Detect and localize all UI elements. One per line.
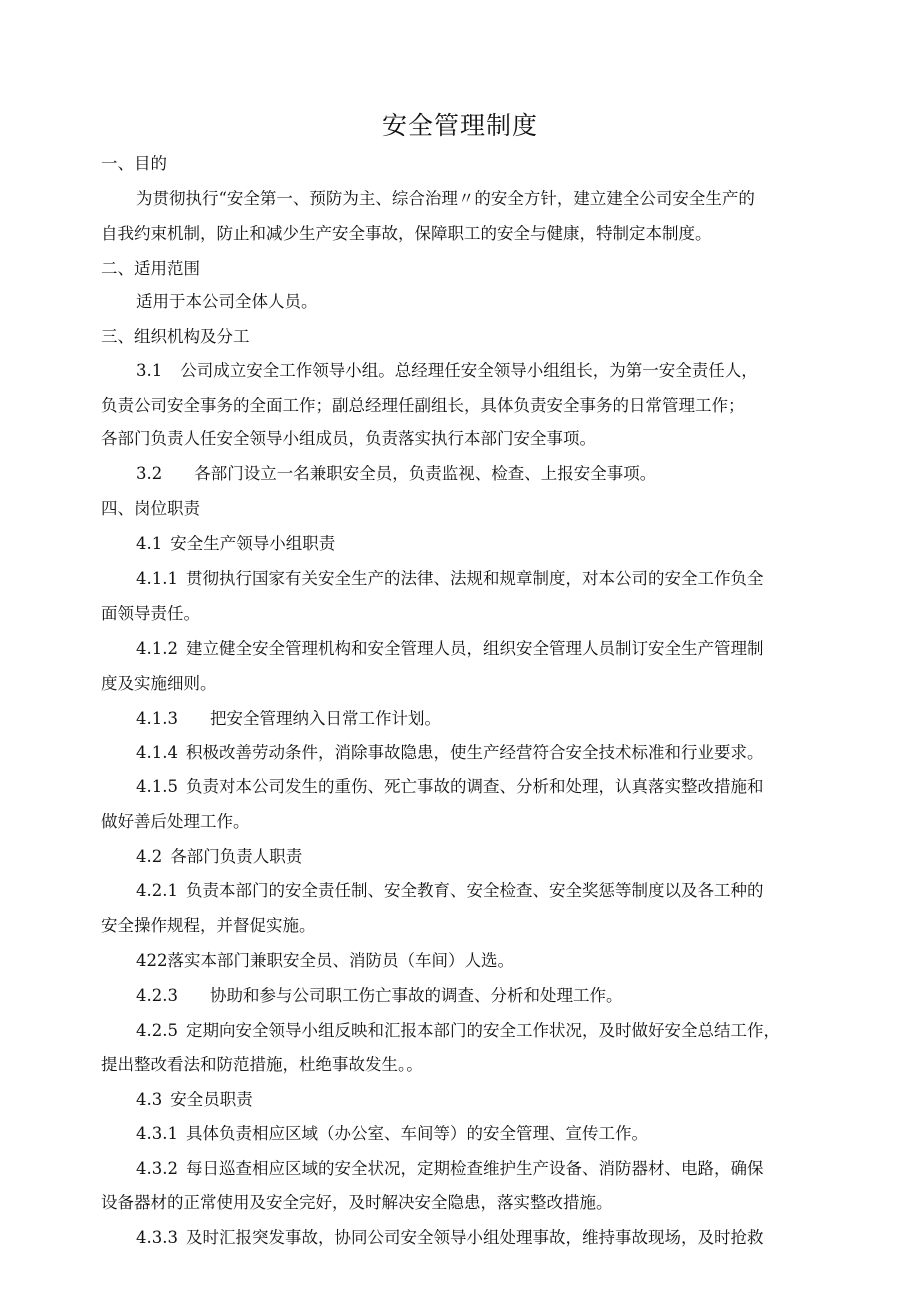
clause-number: 4.3.1 bbox=[136, 1124, 178, 1143]
clause-text: 各部门负责人职责 bbox=[170, 847, 303, 866]
clause-number: 4.1.1 bbox=[136, 569, 178, 588]
page-title: 安全管理制度 bbox=[381, 111, 538, 140]
paragraph-line: 负责公司安全事务的全面工作；副总经理任副组长，具体负责安全事务的日常管理工作； bbox=[101, 396, 745, 415]
clause-4-3-3 bbox=[136, 1226, 896, 1250]
clause-number: 3.1 bbox=[136, 361, 163, 380]
clause-text: 每日巡查相应区域的安全状况，定期检查维护生产设备、消防器材、电路，确保 bbox=[185, 1159, 764, 1178]
clause-number: 4.3.3 bbox=[136, 1228, 178, 1247]
clause-number: 4.1.3 bbox=[136, 709, 178, 728]
paragraph-line: 面领导责任。 bbox=[101, 604, 200, 623]
clause-3-1 bbox=[136, 359, 896, 383]
clause-number: 4.2.3 bbox=[136, 986, 178, 1005]
clause-number: 4.3.2 bbox=[136, 1159, 178, 1178]
clause-text: 安全生产领导小组职责 bbox=[170, 534, 336, 553]
clause-text: 积极改善劳动条件，消除事故隐患，使生产经营符合安全技术标准和行业要求。 bbox=[185, 743, 764, 762]
clause-text: 负责本部门的安全责任制、安全教育、安全检查、安全奖惩等制度以及各工种的 bbox=[185, 881, 764, 900]
clause-4-1-1 bbox=[136, 567, 896, 591]
paragraph-line: 为贯彻执行“安全第一、预防为主、综合治理〃的安全方针，建立建全公司安全生产的 bbox=[136, 189, 755, 208]
section-heading-purpose: 一、目的 bbox=[101, 154, 167, 173]
clause-number: 3.2 bbox=[136, 464, 163, 483]
clause-4-1 bbox=[136, 532, 896, 556]
clause-number: 4.2.5 bbox=[136, 1021, 178, 1040]
paragraph-line: 做好善后处理工作。 bbox=[101, 812, 250, 831]
clause-4-3-2 bbox=[136, 1157, 896, 1181]
clause-4-1-5 bbox=[136, 775, 896, 799]
clause-number: 4.2 bbox=[136, 847, 163, 866]
clause-text: 协助和参与公司职工伤亡事故的调查、分析和处理工作。 bbox=[209, 986, 623, 1005]
clause-text: 安全员职责 bbox=[170, 1090, 253, 1109]
paragraph-line: 设备器材的正常使用及安全完好，及时解决安全隐患，落实整改措施。 bbox=[101, 1193, 613, 1212]
paragraph-line: 安全操作规程，并督促实施。 bbox=[101, 916, 316, 935]
clause-text: 及时汇报突发事故，协同公司安全领导小组处理事故，维持事故现场，及时抢救 bbox=[185, 1228, 764, 1247]
clause-text: 贯彻执行国家有关安全生产的法律、法规和规章制度，对本公司的安全工作负全 bbox=[185, 569, 764, 588]
clause-number: 4.3 bbox=[136, 1090, 163, 1109]
section-heading-organization: 三、组织机构及分工 bbox=[101, 327, 250, 346]
clause-text: 具体负责相应区域（办公室、车间等）的安全管理、宣传工作。 bbox=[185, 1124, 648, 1143]
paragraph-line: 各部门负责人任安全领导小组成员，负责落实执行本部门安全事项。 bbox=[101, 429, 596, 448]
clause-4-1-3 bbox=[136, 707, 896, 731]
clause-number: 4.1.2 bbox=[136, 639, 178, 658]
clause-text: 各部门设立一名兼职安全员，负责监视、检查、上报安全事项。 bbox=[194, 464, 657, 483]
clause-4-2-2: 422落实本部门兼职安全员、消防员（车间）人选。 bbox=[136, 951, 514, 970]
paragraph-line: 适用于本公司全体人员。 bbox=[136, 292, 318, 311]
clause-text: 公司成立安全工作领导小组。总经理任安全领导小组组长，为第一安全责任人， bbox=[180, 361, 758, 380]
clause-text: 把安全管理纳入日常工作计划。 bbox=[209, 709, 441, 728]
clause-text: 建立健全安全管理机构和安全管理人员，组织安全管理人员制订安全生产管理制 bbox=[185, 639, 764, 658]
clause-4-3-1 bbox=[136, 1122, 896, 1146]
clause-number: 4.1 bbox=[136, 534, 163, 553]
clause-4-1-2 bbox=[136, 637, 896, 661]
clause-4-2 bbox=[136, 845, 896, 869]
clause-text: 负责对本公司发生的重伤、死亡事故的调查、分析和处理，认真落实整改措施和 bbox=[185, 777, 764, 796]
clause-number: 4.1.4 bbox=[136, 743, 178, 762]
paragraph-line: 度及实施细则。 bbox=[101, 674, 217, 693]
clause-4-2-5 bbox=[136, 1019, 896, 1043]
paragraph-line: 自我约束机制，防止和减少生产安全事故，保障职工的安全与健康，特制定本制度。 bbox=[101, 224, 712, 243]
section-heading-duties: 四、岗位职责 bbox=[101, 499, 200, 518]
clause-4-3 bbox=[136, 1088, 896, 1112]
clause-number: 4.2.1 bbox=[136, 881, 178, 900]
clause-number: 4.1.5 bbox=[136, 777, 178, 796]
paragraph-line: 提出整改看法和防范措施，杜绝事故发生。。 bbox=[101, 1055, 423, 1074]
clause-3-2 bbox=[136, 462, 896, 486]
clause-4-1-4 bbox=[136, 741, 896, 765]
clause-4-2-3 bbox=[136, 984, 896, 1008]
section-heading-scope: 二、适用范围 bbox=[101, 259, 200, 278]
clause-4-2-1 bbox=[136, 879, 896, 903]
clause-text: 定期向安全领导小组反映和汇报本部门的安全工作状况，及时做好安全总结工作， bbox=[185, 1021, 780, 1040]
